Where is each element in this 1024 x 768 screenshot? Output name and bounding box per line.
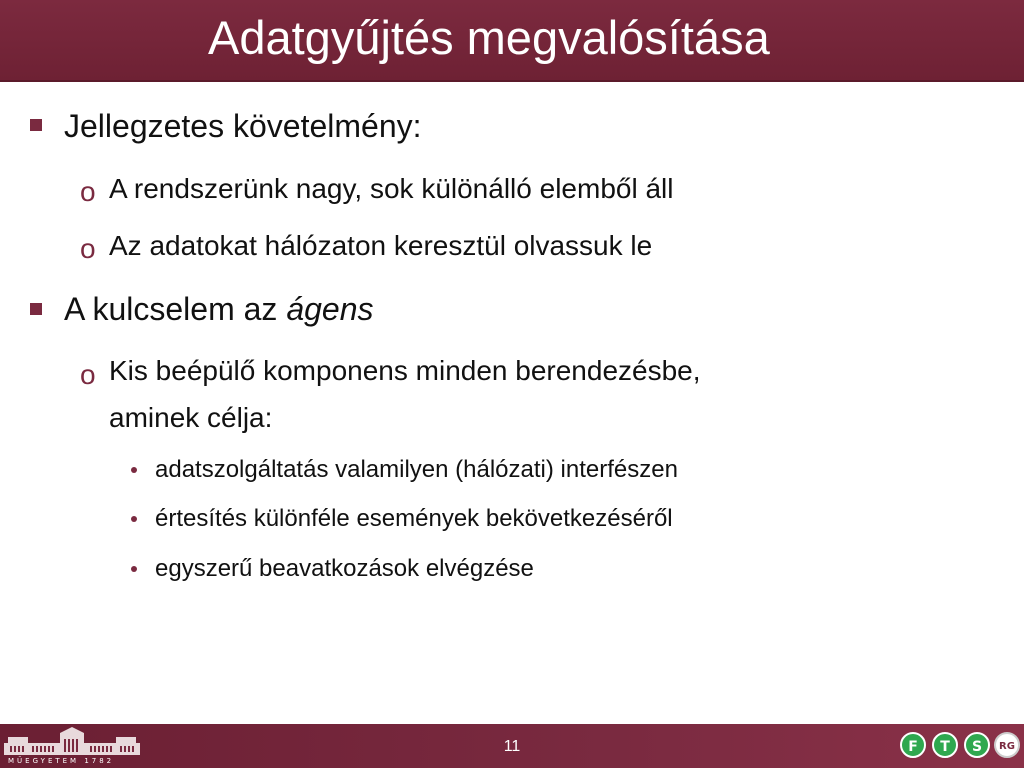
sub-bullet-system-large: A rendszerünk nagy, sok különálló elemből áll <box>109 173 674 204</box>
university-logo-text: MŰEGYETEM 1782 <box>8 757 115 765</box>
logo-letters-rg: RG <box>994 732 1020 758</box>
circle-bullet-icon: o <box>80 359 96 390</box>
item-event-notification: értesítés különféle események bekövetkezéséről <box>155 505 673 532</box>
sub-bullet-network-read: Az adatokat hálózaton keresztül olvassuk le <box>109 230 653 261</box>
item-data-service: adatszolgáltatás valamilyen (hálózati) interfészen <box>155 456 678 483</box>
dot-bullet-icon <box>131 516 137 522</box>
logo-letter-f: F <box>900 732 926 758</box>
bullet-key-element-agent: ágens <box>286 291 374 327</box>
logo-letter-t: T <box>932 732 958 758</box>
dot-bullet-icon <box>131 467 137 473</box>
square-bullet-icon <box>30 119 42 131</box>
circle-bullet-icon: o <box>80 176 96 207</box>
sub-bullet-component-line2: aminek célja: <box>109 402 273 433</box>
item-simple-intervention: egyszerű beavatkozások elvégzése <box>155 555 534 582</box>
footer-bar <box>0 724 1024 768</box>
sub-bullet-component-line1: Kis beépülő komponens minden berendezésbe, <box>109 355 701 386</box>
circle-bullet-icon: o <box>80 233 96 264</box>
page-number: 11 <box>503 738 521 755</box>
bullet-requirement: Jellegzetes követelmény: <box>64 108 422 144</box>
bullet-key-element-prefix: A kulcselem az <box>64 291 287 327</box>
bullet-key-element <box>64 291 374 328</box>
slide-title: Adatgyűjtés megvalósítása <box>208 11 770 64</box>
ftsrg-logo <box>900 732 1020 762</box>
logo-letter-s: S <box>964 732 990 758</box>
square-bullet-icon <box>30 303 42 315</box>
dot-bullet-icon <box>131 566 137 572</box>
